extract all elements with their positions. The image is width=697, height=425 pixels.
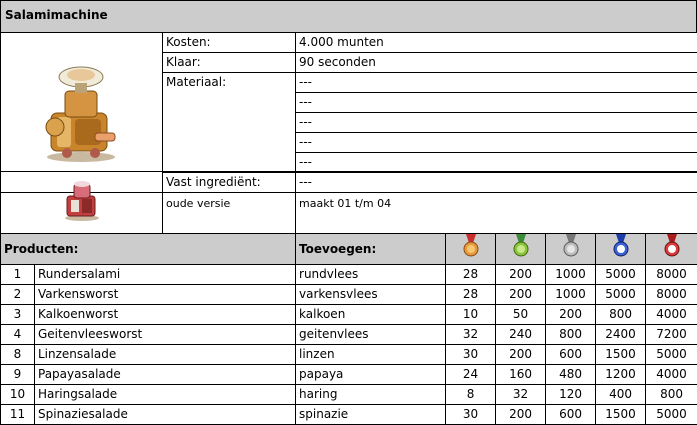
kosten-value: 4.000 munten xyxy=(296,33,697,53)
product-number: 1 xyxy=(1,265,35,285)
product-quantity: 5000 xyxy=(596,265,646,285)
product-quantity: 200 xyxy=(496,405,546,425)
product-quantity: 5000 xyxy=(596,285,646,305)
product-quantity: 8 xyxy=(446,385,496,405)
product-quantity: 480 xyxy=(546,365,596,385)
product-quantity: 400 xyxy=(596,385,646,405)
materiaal-value: --- xyxy=(296,153,697,173)
product-quantity: 600 xyxy=(546,405,596,425)
materiaal-value: --- xyxy=(296,93,697,113)
old-salamimachine-icon xyxy=(62,178,102,222)
product-number: 9 xyxy=(1,365,35,385)
bronze-medal-icon xyxy=(446,234,496,265)
product-name: Haringsalade xyxy=(35,385,296,405)
product-number: 10 xyxy=(1,385,35,405)
product-quantity: 30 xyxy=(446,405,496,425)
vast-ingredient-value: --- xyxy=(296,173,697,193)
product-quantity: 800 xyxy=(546,325,596,345)
salamimachine-icon xyxy=(37,55,127,165)
product-row xyxy=(1,305,697,325)
product-number: 4 xyxy=(1,325,35,345)
product-quantity: 160 xyxy=(496,365,546,385)
product-quantity: 200 xyxy=(496,265,546,285)
klaar-label: Klaar: xyxy=(163,53,296,73)
product-row xyxy=(1,325,697,345)
products-header: Producten: xyxy=(1,234,296,265)
toevoegen-header: Toevoegen: xyxy=(296,234,446,265)
product-quantity: 10 xyxy=(446,305,496,325)
product-number: 8 xyxy=(1,345,35,365)
products-table xyxy=(0,233,697,425)
product-quantity: 4000 xyxy=(646,305,697,325)
product-quantity: 200 xyxy=(496,345,546,365)
old-version-value: maakt 01 t/m 04 xyxy=(296,172,697,235)
product-name: Geitenvleesworst xyxy=(35,325,296,345)
product-quantity: 32 xyxy=(446,325,496,345)
product-ingredient: varkensvlees xyxy=(296,285,446,305)
product-quantity: 32 xyxy=(496,385,546,405)
product-quantity: 8000 xyxy=(646,285,697,305)
product-row xyxy=(1,285,697,305)
product-quantity: 2400 xyxy=(596,325,646,345)
product-name: Kalkoenworst xyxy=(35,305,296,325)
product-number: 3 xyxy=(1,305,35,325)
old-version-table xyxy=(0,171,697,235)
product-ingredient: spinazie xyxy=(296,405,446,425)
product-quantity: 28 xyxy=(446,285,496,305)
kosten-label: Kosten: xyxy=(163,33,296,53)
product-quantity: 8000 xyxy=(646,265,697,285)
product-ingredient: haring xyxy=(296,385,446,405)
product-number: 2 xyxy=(1,285,35,305)
product-ingredient: linzen xyxy=(296,345,446,365)
product-quantity: 28 xyxy=(446,265,496,285)
product-quantity: 240 xyxy=(496,325,546,345)
product-row xyxy=(1,365,697,385)
old-version-label: oude versie xyxy=(163,172,296,235)
product-quantity: 1500 xyxy=(596,345,646,365)
product-quantity: 5000 xyxy=(646,345,697,365)
product-number: 11 xyxy=(1,405,35,425)
product-ingredient: geitenvlees xyxy=(296,325,446,345)
product-quantity: 5000 xyxy=(646,405,697,425)
green-medal-icon xyxy=(496,234,546,265)
product-quantity: 7200 xyxy=(646,325,697,345)
product-name: Papayasalade xyxy=(35,365,296,385)
product-quantity: 1500 xyxy=(596,405,646,425)
klaar-value: 90 seconden xyxy=(296,53,697,73)
product-quantity: 200 xyxy=(496,285,546,305)
silver-medal-icon xyxy=(546,234,596,265)
old-machine-image xyxy=(1,172,163,235)
product-quantity: 4000 xyxy=(646,365,697,385)
product-quantity: 50 xyxy=(496,305,546,325)
materiaal-value: --- xyxy=(296,73,697,93)
product-quantity: 800 xyxy=(596,305,646,325)
product-name: Rundersalami xyxy=(35,265,296,285)
product-quantity: 800 xyxy=(646,385,697,405)
product-ingredient: kalkoen xyxy=(296,305,446,325)
materiaal-value: --- xyxy=(296,113,697,133)
product-quantity: 1000 xyxy=(546,265,596,285)
materiaal-value: --- xyxy=(296,133,697,153)
page-title: Salamimachine xyxy=(0,0,697,33)
product-quantity: 1000 xyxy=(546,285,596,305)
product-row xyxy=(1,345,697,365)
product-name: Spinaziesalade xyxy=(35,405,296,425)
product-quantity: 600 xyxy=(546,345,596,365)
product-quantity: 200 xyxy=(546,305,596,325)
machine-image xyxy=(1,33,163,193)
product-name: Linzensalade xyxy=(35,345,296,365)
product-row xyxy=(1,265,697,285)
product-quantity: 24 xyxy=(446,365,496,385)
product-row xyxy=(1,405,697,425)
product-quantity: 120 xyxy=(546,385,596,405)
blue-medal-icon xyxy=(596,234,646,265)
vast-ingredient-label: Vast ingrediënt: xyxy=(163,173,296,193)
red-medal-icon xyxy=(646,234,697,265)
product-name: Varkensworst xyxy=(35,285,296,305)
materiaal-label: Materiaal: xyxy=(163,73,296,173)
product-ingredient: rundvlees xyxy=(296,265,446,285)
product-quantity: 1200 xyxy=(596,365,646,385)
product-quantity: 30 xyxy=(446,345,496,365)
product-ingredient: papaya xyxy=(296,365,446,385)
product-row xyxy=(1,385,697,405)
info-table xyxy=(0,32,697,193)
